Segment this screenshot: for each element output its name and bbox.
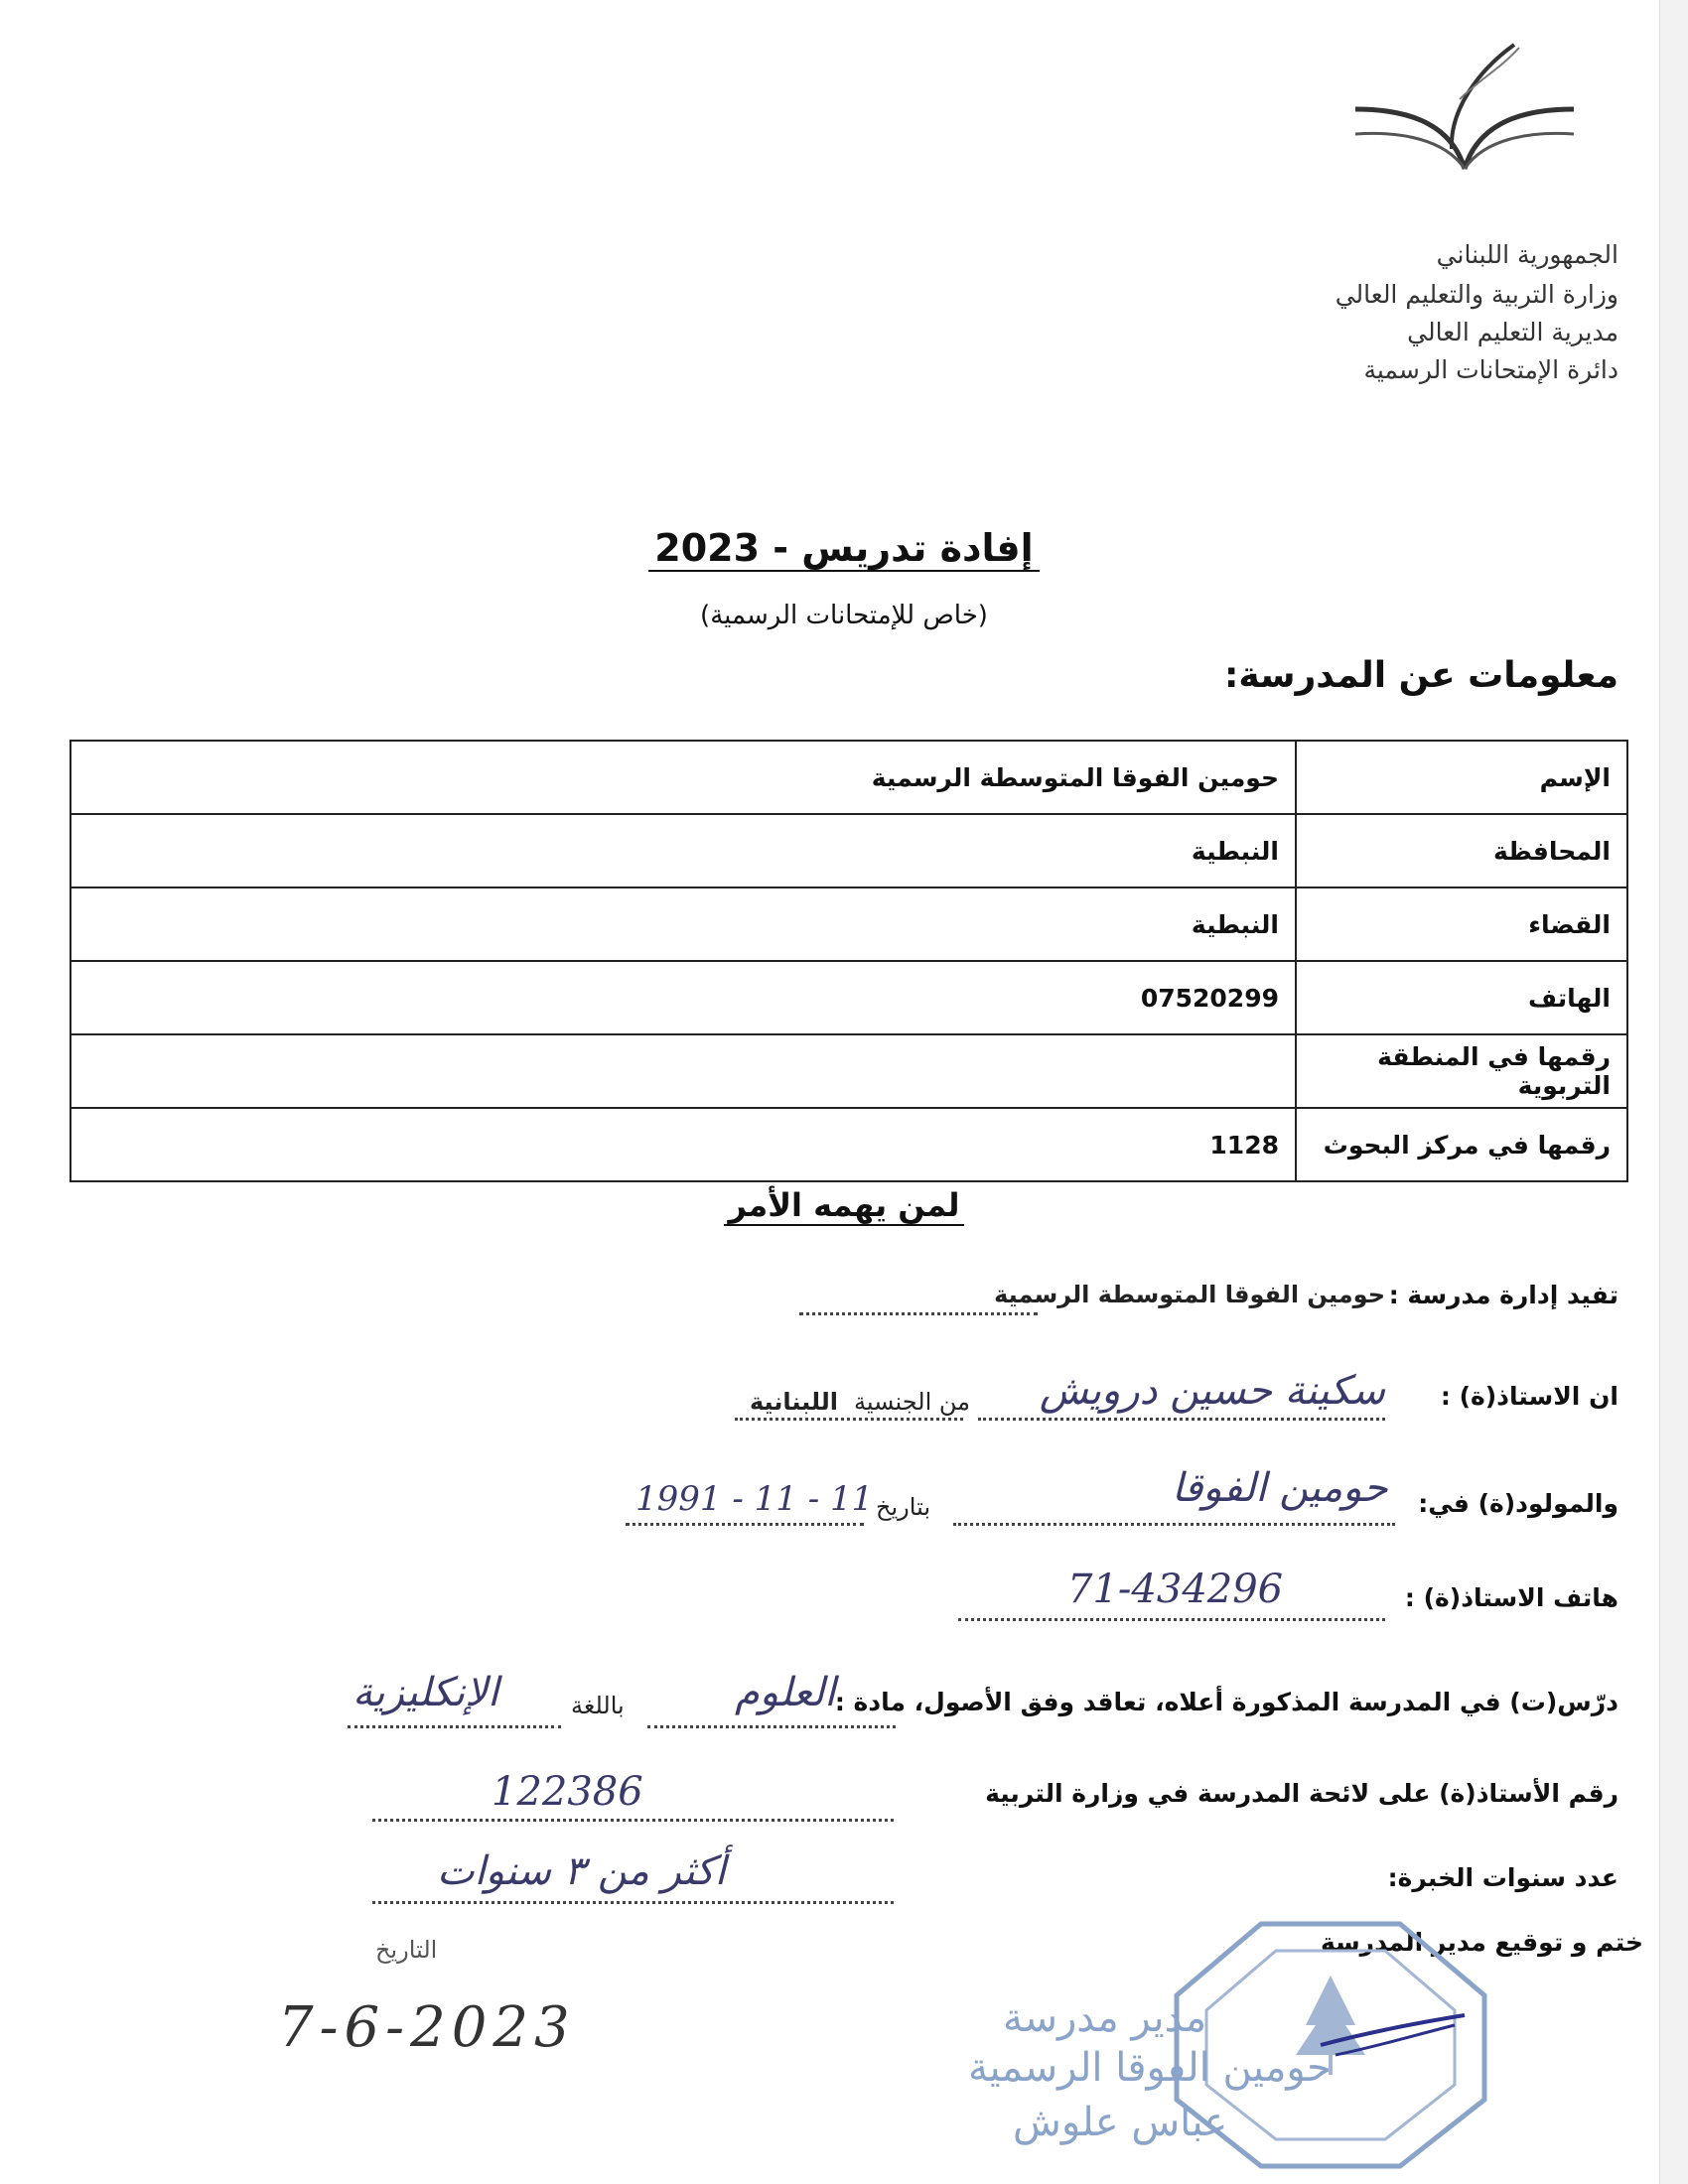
to-whom-heading: لمن يهمه الأمر [0, 1186, 1688, 1224]
taught-label: درّس(ت) في المدرسة المذكورة أعلاه، تعاقد وفق الأصول، مادة : [834, 1688, 1618, 1716]
birth-date: 1991 - 11 - 11 [635, 1479, 874, 1519]
teacher-label: ان الاستاذ(ة) : [1440, 1382, 1618, 1411]
born-place: حومين الفوقا [1172, 1465, 1388, 1511]
subject: العلوم [735, 1670, 836, 1715]
dotted-line [372, 1901, 894, 1904]
language-label: باللغة [571, 1692, 625, 1719]
born-label: والمولود(ة) في: [1418, 1489, 1618, 1518]
stamp-line-signatory: عباس علوش [1013, 2100, 1228, 2145]
dotted-line [735, 1418, 963, 1421]
dotted-line [958, 1618, 1385, 1621]
dotted-line [953, 1523, 1395, 1526]
table-row [70, 961, 1627, 1034]
row-value: 1128 [70, 1108, 1296, 1181]
document-subtitle: (خاص للإمتحانات الرسمية) [700, 601, 988, 630]
row-label: الهاتف [1296, 961, 1627, 1034]
ministry-number: 122386 [492, 1769, 643, 1815]
teacher-phone: 71-434296 [1067, 1567, 1284, 1612]
school-info-table [70, 740, 1628, 1182]
experience-value: أكثر من ٣ سنوات [437, 1848, 726, 1894]
ministry-logo [1340, 40, 1589, 179]
table-row [70, 887, 1627, 961]
dotted-line [626, 1523, 864, 1526]
header-department: دائرة الإمتحانات الرسمية [1363, 355, 1618, 384]
admin-school-name: حومين الفوقا المتوسطة الرسمية [994, 1281, 1385, 1308]
row-value: النبطية [70, 887, 1296, 961]
nationality-label: من الجنسية [854, 1388, 970, 1416]
stamp-line-title: مدير مدرسة [1003, 1995, 1207, 2041]
row-label: الإسم [1296, 741, 1627, 814]
date-caption: التاريخ [375, 1936, 438, 1964]
row-label: رقمها في المنطقة التربوية [1296, 1034, 1627, 1108]
dotted-line [978, 1418, 1385, 1421]
teacher-phone-label: هاتف الاستاذ(ة) : [1404, 1583, 1618, 1612]
table-row [70, 741, 1627, 814]
row-label: المحافظة [1296, 814, 1627, 887]
table-row [70, 1034, 1627, 1108]
row-value [70, 1034, 1296, 1108]
row-value: حومين الفوقا المتوسطة الرسمية [70, 741, 1296, 814]
language: الإنكليزية [352, 1670, 499, 1715]
stamp-signature-label: ختم و توقيع مدير المدرسة [1320, 1928, 1643, 1957]
table-row [70, 814, 1627, 887]
dotted-line [348, 1725, 561, 1728]
row-label: رقمها في مركز البحوث [1296, 1108, 1627, 1181]
page-edge [1659, 0, 1688, 2184]
row-value: 07520299 [70, 961, 1296, 1034]
stamp-line-school: حومين الفوقا الرسمية [968, 2045, 1332, 2091]
school-info-heading: معلومات عن المدرسة: [1223, 655, 1618, 696]
experience-label: عدد سنوات الخبرة: [1387, 1863, 1618, 1892]
header-republic: الجمهورية اللبناني [1436, 240, 1618, 269]
dotted-line [372, 1819, 894, 1822]
teacher-name: سكينة حسين درويش [1039, 1368, 1385, 1414]
table-row [70, 1108, 1627, 1181]
row-value: النبطية [70, 814, 1296, 887]
birth-date-label: بتاريخ [876, 1493, 930, 1521]
date-value: 7-6-2023 [278, 1995, 576, 2060]
header-directorate: مديرية التعليم العالي [1407, 318, 1618, 346]
dotted-line [647, 1725, 896, 1728]
header-ministry: وزارة التربية والتعليم العالي [1335, 280, 1618, 309]
document-title: إفادة تدريس - 2023 [0, 526, 1688, 570]
ministry-number-label: رقم الأستاذ(ة) على لائحة المدرسة في وزارة التربية [985, 1779, 1618, 1808]
admin-label: تفيد إدارة مدرسة : [1388, 1281, 1618, 1309]
row-label: القضاء [1296, 887, 1627, 961]
nationality-value: اللبنانية [750, 1388, 839, 1416]
dotted-line [799, 1312, 1038, 1315]
